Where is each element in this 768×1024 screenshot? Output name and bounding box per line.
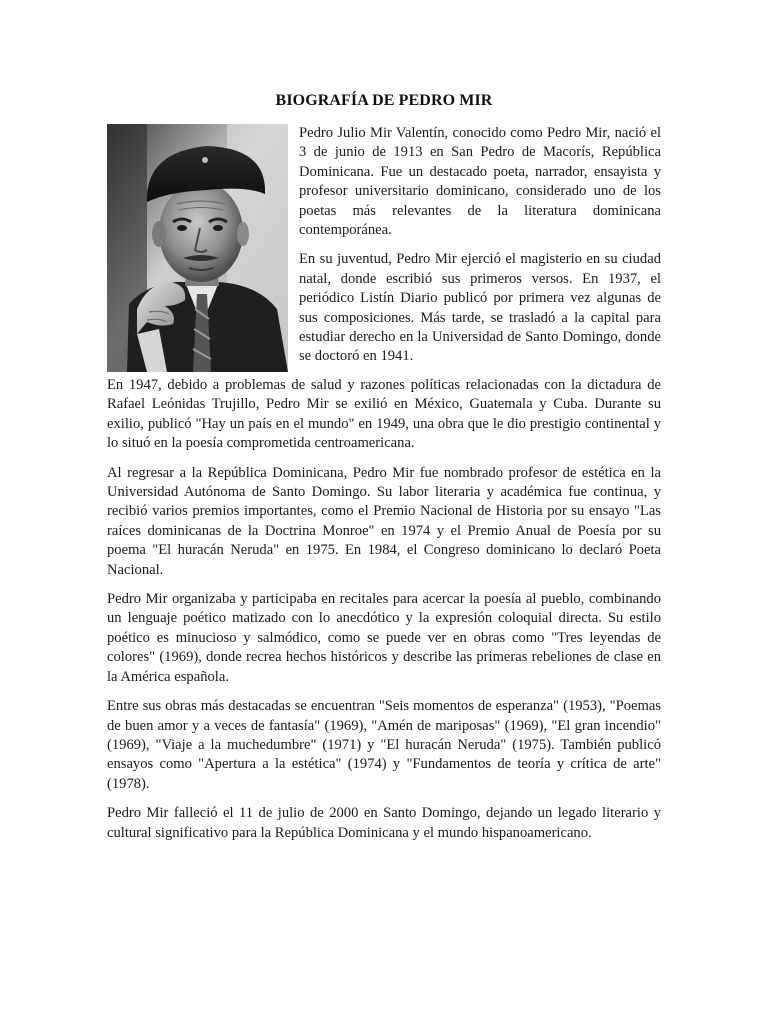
biography-paragraph-3: En 1947, debido a problemas de salud y razones políticas relacionadas con la dictadura de Rafael Leónidas Trujillo, Pedro Mir se exilió en México, Guatemala y Cuba. Durante su exilio, publicó "Hay un país en el mundo" en 1949, una obra que le dio prestigio continental y lo situó en la poesía comprometida centroamericana. (107, 377, 661, 452)
biography-paragraph-4: Al regresar a la República Dominicana, Pedro Mir fue nombrado profesor de estética en la Universidad Autónoma de Santo Domingo. Su labor literaria y académica fue continua, y recibió varios premios importantes, como el Premio Nacional de Historia por su ensayo "Las raíces dominicanas de la Doctrina Monroe" en 1974 y el Premio Anual de Poesía por su poema "El huracán Neruda" en 1975. En 1984, el Congreso dominicano lo declaró Poeta Nacional. (107, 464, 661, 578)
biography-paragraph-6: Entre sus obras más destacadas se encuentran "Seis momentos de esperanza" (1953), "Poemas de buen amor y a veces de fantasía" (1969), "Amén de mariposas" (1969), "El gran incendio" (1969), "Viaje a la muchedumbre" (1971) y "El huracán Neruda" (1975). También publicó ensayos como "Apertura a la estética" (1974) y "Fundamentos de teoría y crítica de arte" (1978). (107, 698, 661, 792)
document-title: BIOGRAFÍA DE PEDRO MIR (275, 92, 493, 109)
portrait-photo (107, 124, 288, 372)
intro-section (107, 124, 661, 376)
document-page (107, 88, 661, 853)
biography-paragraph-7: Pedro Mir falleció el 11 de julio de 2000 en Santo Domingo, dejando un legado literario y cultural significativo para la República Dominicana y el mundo hispanoamericano. (107, 805, 661, 841)
biography-paragraph-1: Pedro Julio Mir Valentín, conocido como Pedro Mir, nació el 3 de junio de 1913 en San Pedro de Macorís, República Dominicana. Fue un destacado poeta, narrador, ensayista y profesor universitario dominicano, considerado uno de los poetas más relevantes de la literatura dominicana contemporánea. (299, 125, 661, 239)
biography-paragraph-5: Pedro Mir organizaba y participaba en recitales para acercar la poesía al pueblo, combinando un lenguaje poético matizado con lo anecdótico y la expresión coloquial directa. Su estilo poético es minucioso y salmódico, como se puede ver en obras como "Tres leyendas de colores" (1969), donde recrea hechos históricos y describe las primeras rebeliones de clase en la América española. (107, 591, 661, 685)
biography-paragraph-2: En su juventud, Pedro Mir ejerció el magisterio en su ciudad natal, donde escribió sus primeros versos. En 1937, el periódico Listín Diario publicó por primera vez algunas de sus composiciones. Más tarde, se trasladó a la capital para estudiar derecho en la Universidad de Santo Domingo, donde se doctoró en 1941. (299, 251, 661, 365)
